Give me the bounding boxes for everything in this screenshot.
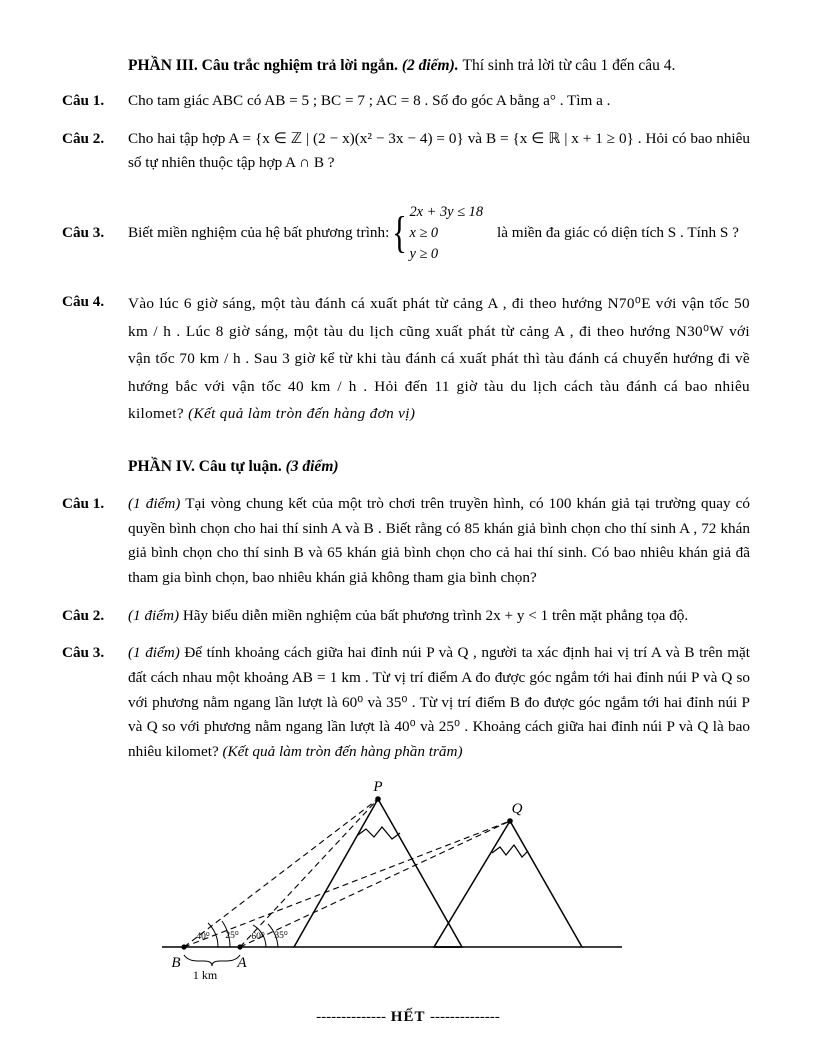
brace-icon: { xyxy=(392,208,408,258)
point-q-dot xyxy=(507,819,513,825)
part4-question-1-label: Câu 1. xyxy=(62,495,105,513)
part3-question-4 xyxy=(62,290,754,427)
snowcap-q xyxy=(492,845,528,857)
figure-label-q: Q xyxy=(511,801,523,818)
part4-question-2-label: Câu 2. xyxy=(62,606,105,624)
part3-question-3-lead: Biết miền nghiệm của hệ bất phương trình: xyxy=(128,223,390,241)
part4-question-2-points: (1 điểm) xyxy=(128,606,180,624)
figure-label-a: A xyxy=(237,955,247,972)
sightline-a-q xyxy=(240,821,510,947)
figure-angle-b-inner: 25⁰ xyxy=(225,931,239,942)
part4-question-3-points: (1 điểm) xyxy=(128,644,180,662)
footer-text: HẾT xyxy=(390,1009,426,1026)
part4-question-3-body xyxy=(128,641,754,764)
part3-question-2-label: Câu 2. xyxy=(62,129,105,147)
distance-brace xyxy=(184,955,240,966)
part4-question-3-note: (Kết quả làm tròn đến hàng phần trăm) xyxy=(222,742,463,760)
part4-question-1-points: (1 điểm) xyxy=(128,495,181,513)
figure-angle-a-inner: 35⁰ xyxy=(274,931,288,942)
inequality-system xyxy=(389,202,483,265)
part4-question-1-body xyxy=(128,492,754,591)
sightline-b-q xyxy=(184,821,510,947)
figure-label-distance: 1 km xyxy=(192,968,218,983)
mountain-p-outline xyxy=(294,799,462,947)
part3-question-1-text: Cho tam giác ABC có AB = 5 ; BC = 7 ; AC = 8 . Số đo góc A bằng a° . Tìm a . xyxy=(128,91,611,109)
part3-question-3-tail: là miền đa giác có diện tích S . Tính S ? xyxy=(497,223,739,241)
part3-question-4-note: (Kết quả làm tròn đến hàng đơn vị) xyxy=(188,404,416,422)
inequality-system-rows xyxy=(408,202,483,265)
sightline-a-p xyxy=(240,799,378,947)
snowcap-p xyxy=(358,827,400,839)
part4-question-3 xyxy=(62,641,754,764)
point-p-dot xyxy=(375,797,381,803)
part3-question-3 xyxy=(62,202,754,265)
part3-question-2 xyxy=(62,127,754,176)
inequality-row-3: y ≥ 0 xyxy=(409,245,439,262)
part3-heading-bold: PHẦN III. Câu trắc nghiệm trả lời ngắn. xyxy=(128,57,398,74)
part4-question-3-label: Câu 3. xyxy=(62,644,105,662)
mountain-q-outline xyxy=(434,821,582,947)
part3-question-3-body xyxy=(128,202,754,265)
figure-angle-b-outer: 40⁰ xyxy=(196,932,210,943)
point-b-dot xyxy=(181,945,186,950)
figure-label-p: P xyxy=(373,779,383,796)
part3-question-2-text: Cho hai tập hợp A = {x ∈ ℤ | (2 − x)(x² − 3x − 4) = 0} và B = {x ∈ ℝ | x + 1 ≥ 0} . Hỏi có bao nhiêu số tự nhiên thuộc tập hợp A ∩ B ? xyxy=(128,129,750,172)
document-content xyxy=(62,56,754,1026)
part3-question-4-body xyxy=(128,290,754,427)
part3-heading-rest: Thí sinh trả lời từ câu 1 đến câu 4. xyxy=(462,57,676,74)
figure-label-b: B xyxy=(171,955,181,972)
point-a-dot xyxy=(237,945,242,950)
mountain-diagram-svg xyxy=(62,777,754,1007)
part4-question-1 xyxy=(62,492,754,591)
footer-dash-left: -------------- xyxy=(316,1009,387,1026)
part4-heading xyxy=(128,457,754,478)
part3-heading-points: (2 điểm). xyxy=(401,57,459,74)
part3-question-1 xyxy=(62,89,754,114)
footer-dash-right: -------------- xyxy=(429,1009,500,1026)
part4-question-2 xyxy=(62,604,754,629)
footer-het xyxy=(62,1009,754,1026)
part3-question-4-text: Vào lúc 6 giờ sáng, một tàu đánh cá xuất phát từ cảng A , đi theo hướng N70⁰E với vận tốc 50 km / h . Lúc 8 giờ sáng, một tàu du lịch cũng xuất phát từ cảng A , đi theo hướng N30⁰W với vận tốc 70 km / h . Sau 3 giờ kể từ khi tàu đánh cá xuất phát thì tàu đánh cá chuyển hướng đi về hướng bắc với vận tốc 40 km / h . Hỏi đến 11 giờ tàu du lịch cách tàu đánh cá bao nhiêu kilomet? xyxy=(128,295,750,422)
inequality-row-1: 2x + 3y ≤ 18 xyxy=(409,203,484,220)
figure-angle-a-outer: 60⁰ xyxy=(251,932,265,943)
sightline-b-p xyxy=(184,799,378,947)
part3-question-4-label: Câu 4. xyxy=(62,293,105,311)
inequality-row-2: x ≥ 0 xyxy=(409,224,439,241)
part4-question-3-text: Để tính khoảng cách giữa hai đỉnh núi P và Q , người ta xác định hai vị trí A và B trên mặt đất cách nhau một khoảng AB = 1 km . Từ vị trí điểm A đo được góc ngắm tới hai đỉnh núi P và Q so với phương nằm ngang lần lượt là 60⁰ và 35⁰ . Từ vị trí điểm B đo được góc ngắm tới hai đỉnh núi P và Q so với phương nằm ngang lần lượt là 40⁰ và 25⁰ . Khoảng cách giữa hai đỉnh núi P và Q là bao nhiêu kilomet? xyxy=(128,644,751,760)
part3-question-1-label: Câu 1. xyxy=(62,91,105,109)
mountain-figure xyxy=(62,777,754,1007)
part4-question-2-text: Hãy biểu diễn miền nghiệm của bất phương trình 2x + y < 1 trên mặt phẳng tọa độ. xyxy=(182,606,689,624)
part3-question-3-label: Câu 3. xyxy=(62,223,105,241)
part4-question-1-text: Tại vòng chung kết của một trò chơi trên truyền hình, có 100 khán giả tại trường quay có quyền bình chọn cho hai thí sinh A và B . Biết rằng có 85 khán giả bình chọn cho thí sinh A , 72 khán giả bình chọn cho thí sinh B và 65 khán giả bình chọn cho cả hai thí sinh. Có bao nhiêu khán giả đã tham gia bình chọn, bao nhiêu khán giả không tham gia bình chọn? xyxy=(128,495,751,587)
part4-heading-points: (3 điểm) xyxy=(285,458,339,476)
part4-question-2-body xyxy=(128,604,754,629)
part4-heading-bold: PHẦN IV. Câu tự luận. xyxy=(128,458,282,476)
part3-heading xyxy=(128,56,754,77)
